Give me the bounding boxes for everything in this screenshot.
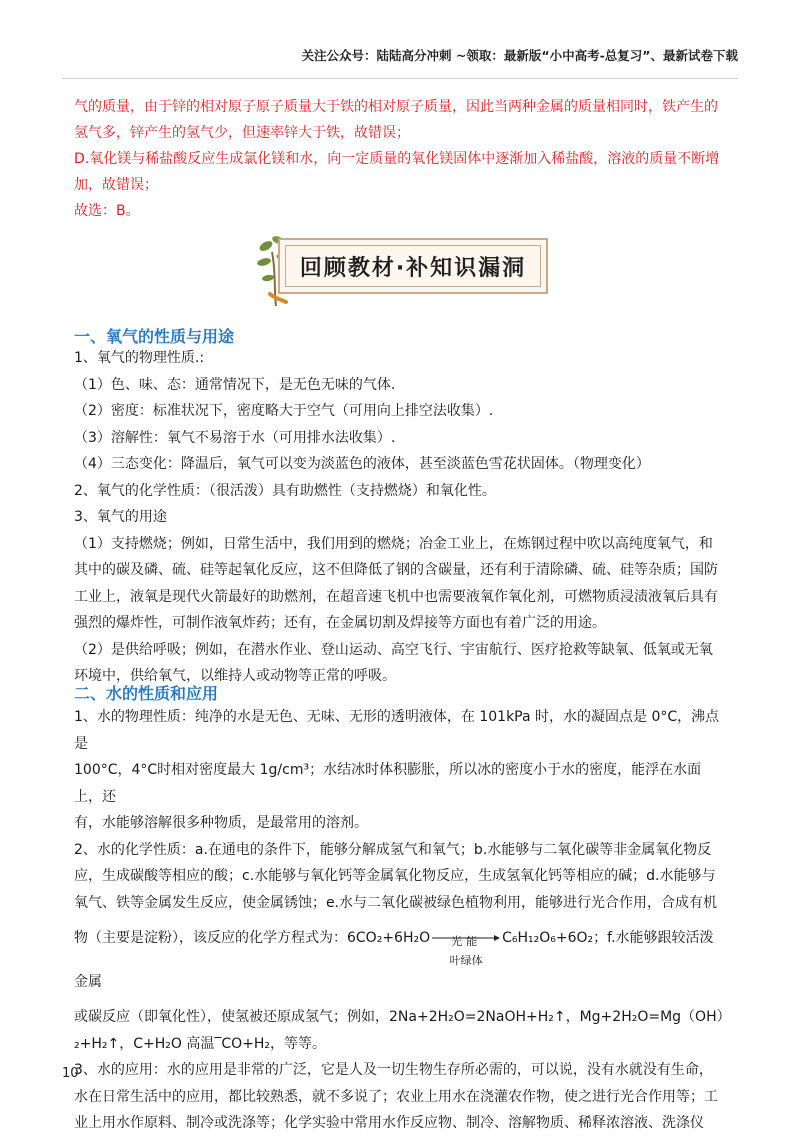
text-line: 水在日常生活中的应用，都比较熟悉，就不多说了；农业上用水在浇灌农作物，使之进行光合作用等；工 [74,1088,718,1105]
text-line: （4）三态变化：降温后，氧气可以变为淡蓝色的液体，甚至淡蓝色雪花状固体。（物理变化） [74,456,650,472]
text-line: （2）是供给呼吸；例如，在潜水作业、登山运动、高空飞行、宇宙航行、医疗抢救等缺氧、低氧或无氧 [74,641,713,658]
section-heading-oxygen: 一、氧气的性质与用途 [74,327,235,346]
text-line: 业上用水作原料、制冷或洗涤等；化学实验中常用水作反应物、制冷、溶解物质、稀释浓溶液、洗涤仪 [74,1115,704,1131]
reaction-arrow [432,928,500,967]
text-line: 100°C，4°C时相对密度最大 1g/cm³；水结冰时体积膨胀，所以冰的密度小于水的密度，能浮在水面上，还 [74,762,702,805]
text-line: 氢气多，锌产生的氢气少，但速率锌大于铁，故错误； [74,125,410,141]
text-line: （1）支持燃烧；例如，日常生活中，我们用到的燃烧；冶金工业上，在炼钢过程中吹以高纯度氧气，和 [74,535,713,552]
header-divider [62,78,738,79]
equation-text-before: 物（主要是淀粉），该反应的化学方程式为：6CO₂+6H₂O [74,930,431,946]
text-line: D.氧化镁与稀盐酸反应生成氯化镁和水，向一定质量的氧化镁固体中逐渐加入稀盐酸，溶液的质量不断增 [74,151,720,167]
text-line: 2、氧气的化学性质：（很活泼）具有助燃性（支持燃烧）和氧化性。 [74,482,496,499]
banner-frame [278,238,548,294]
arrow-condition-below: 叶绿体 [449,954,483,967]
oxygen-section-body [74,345,726,690]
section-heading-water: 二、水的性质和应用 [74,684,219,703]
text-line: （2）密度：标准状况下，密度略大于空气（可用向上排空法收集）. [74,403,494,419]
arrow-condition-above: 光能 [451,935,482,948]
page-header: 关注公众号：陆陆高分冲刺 ~领取：最新版“小中高考-总复习”、最新试卷下载 [301,48,738,63]
text-line: 1、水的物理性质：纯净的水是无色、无味、无形的透明液体，在 101kPa 时，水的凝固点是 0°C，沸点是 [74,709,720,752]
text-line: 其中的碳及磷、硫、硅等起氧化反应，这不但降低了钢的含碳量，还有利于清除磷、硫、硅等杂质；国防 [74,562,718,578]
text-line: 或碳反应（即氧化性），使氢被还原成氢气；例如，2Na+2H₂O=2NaOH+H₂↑，Mg+2H₂O=Mg（OH） [74,1009,731,1025]
equation-text-after: C₆H₁₂O₆+6O₂；f.水能够跟较活泼金属 [74,930,714,990]
text-line: （3）溶解性：氧气不易溶于水（可用排水法收集）. [74,429,396,446]
water-section-body [74,704,731,1137]
equation-line [74,916,726,1004]
text-line: 工业上，液氧是现代火箭最好的助燃剂，在超音速飞机中也需要液氧作氧化剂，可燃物质浸渍液氧后具有 [74,588,718,605]
text-line: 强烈的爆炸性，可制作液氧炸药；还有，在金属切割及焊接等方面也有着广泛的用途。 [74,615,606,631]
text-line: 环境中，供给氧气，以维持人或动物等正常的呼吸。 [74,668,396,684]
answer-explanation [74,94,726,224]
text-line: 3、水的应用：水的应用是非常的广泛，它是人及一切生物生存所必需的，可以说，没有水就没有生命， [74,1062,713,1078]
banner-title: 回顾教材·补知识漏洞 [285,245,541,287]
text-line: 故选：B。 [74,203,140,219]
text-line: 应，生成碳酸等相应的酸；c.水能够与氧化钙等金属氧化物反应，生成氢氧化钙等相应的碱；d.水能够与 [74,868,716,884]
page-number: 10 [62,1066,79,1081]
text-line: 2、水的化学性质：a.在通电的条件下，能够分解成氢气和氧气；b.水能够与二氧化碳等非金属氧化物反 [74,841,712,858]
text-line: 3、氧气的用途 [74,509,167,525]
section-banner [256,232,548,298]
text-line: （1）色、味、态：通常情况下，是无色无味的气体. [74,376,396,393]
text-line: 气的质量，由于锌的相对原子原子质量大于铁的相对原子质量，因此当两种金属的质量相同时，铁产生的 [74,99,718,115]
text-line: ₂+H₂↑，C+H₂O 高温‾CO+H₂，等等。 [74,1035,326,1052]
text-line: 有，水能够溶解很多种物质，是最常用的溶剂。 [74,815,368,831]
text-line: 1、氧气的物理性质.: [74,350,205,366]
text-line: 加，故错误； [74,177,158,193]
text-line: 氧气、铁等金属发生反应，使金属锈蚀；e.水与二氧化碳被绿色植物利用，能够进行光合作用，合成有机 [74,894,718,911]
